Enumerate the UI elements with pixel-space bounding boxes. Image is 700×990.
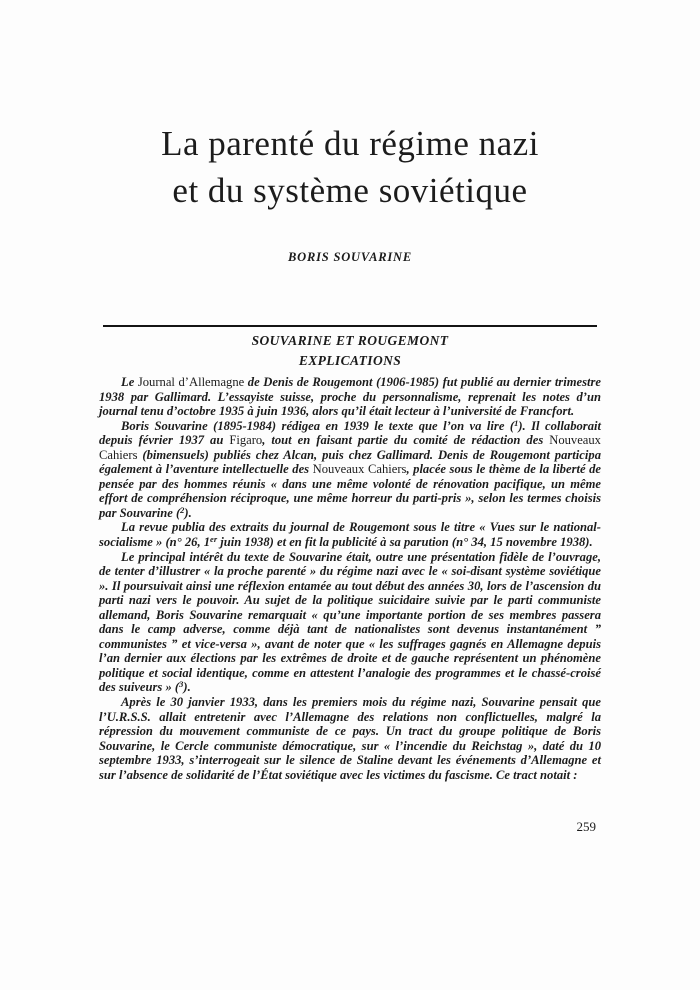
article-title xyxy=(0,0,700,214)
footnote-marker: 2 xyxy=(180,504,185,515)
italic-text-segment: Après le 30 janvier 1933, dans les premiers mois du régime nazi, Souvarine pensait que l’U.R.S.S. allait entretenir avec l’Allemagne des relations non conflictuelles, malgré la répression du mouvement communiste de ce pays. Un tract du groupe politique de Boris Souvarine, le Cercle communiste démocratique, sur « l’incendie du Reichstag », daté du 10 septembre 1933, s’interrogeait sur le silence de Staline devant les événements d’Allemagne et sur l’absence de solidarité de l’État soviétique avec les victimes du fascisme. Ce tract notait : xyxy=(99,695,601,782)
footnote-marker: er xyxy=(210,534,218,545)
paragraph xyxy=(99,520,601,549)
footnote-marker: 3 xyxy=(179,679,184,690)
section-subtitle: EXPLICATIONS xyxy=(298,353,402,368)
author-byline: BORIS SOUVARINE xyxy=(288,250,412,264)
section-title: SOUVARINE ET ROUGEMONT xyxy=(251,333,449,348)
footnote-marker: 1 xyxy=(514,417,519,428)
body-text xyxy=(99,375,601,782)
italic-text-segment: Le xyxy=(121,375,138,389)
paragraph xyxy=(99,550,601,695)
paragraph xyxy=(99,375,601,419)
paragraph xyxy=(99,695,601,782)
italic-text-segment: juin 1938) et en fit la publicité à sa parution (n° 34, 15 novembre 1938). xyxy=(217,535,593,550)
italic-text-segment: ). xyxy=(183,680,191,695)
italic-text-segment: La revue publia des extraits du journal de Rougemont sous le titre « Vues sur le national-socialisme » (n° 26, 1 xyxy=(99,520,601,550)
italic-text-segment: Boris Souvarine (1895-1984) rédigea en 1939 le texte que l’on va lire ( xyxy=(121,418,515,433)
italic-text-segment: de Denis de Rougemont (1906-1985) fut publié au dernier trimestre 1938 par Gallimard. L’essayiste suisse, proche du personnalisme, reprenait les notes d’un journal tenu d’octobre 1935 à juin 1936, alors qu’il était lecteur à l’université de Francfort. xyxy=(99,375,601,419)
roman-text-segment: Journal d’Allemagne xyxy=(137,375,248,389)
article-title-line1: La parenté du régime nazi xyxy=(161,124,539,163)
italic-text-segment: (bimensuels) publiés chez Alcan, puis chez Gallimard. Denis de Rougemont participa également à l’aventure intellectuelle des xyxy=(99,447,601,477)
italic-text-segment: , placée sous le thème de la liberté de pensée par des hommes réunis « dans une même volonté de rénovation pacifique, un même effort de compréhension réciproque, une même horreur du parti-pris », selon les termes choisis par Souvarine ( xyxy=(99,462,601,520)
paragraph xyxy=(99,419,601,521)
italic-text-segment: , tout en faisant partie du comité de rédaction des xyxy=(262,433,550,448)
page-number: 259 xyxy=(576,819,596,834)
italic-text-segment: ). Il collaborait depuis février 1937 au xyxy=(99,418,601,448)
roman-text-segment: Nouveaux Cahiers xyxy=(99,433,601,462)
article-title-line2: et du système soviétique xyxy=(172,171,528,210)
roman-text-segment: Figaro xyxy=(229,433,263,448)
italic-text-segment: Le principal intérêt du texte de Souvarine était, outre une présentation fidèle de l’ouvrage, de tenter d’illustrer « la proche parenté » du régime nazi avec le « soi-disant système soviétique ». Il poursuivait ainsi une réflexion entamée au tout début des années 30, lors de l’ascension du parti nazi vers le pouvoir. Au sujet de la politique suicidaire suivie par le parti communiste allemand, Boris Souvarine remarquait « qu’une importante portion de ses membres passera dans le camp adverse, comme déjà tant de nationalistes sont devenus instantanément ” communistes ” et vice-versa », avant de noter que « les suffrages gagnés en Allemagne depuis l’an dernier aux élections par les extrêmes de droite et de gauche représentent un phénomène politique et social identique, comme en attestent l’analogie des programmes et le chassé-croisé des suiveurs » ( xyxy=(99,549,601,695)
divider-rule xyxy=(103,325,597,327)
italic-text-segment: ). xyxy=(184,505,192,520)
roman-text-segment: Nouveaux Cahiers xyxy=(312,462,407,477)
